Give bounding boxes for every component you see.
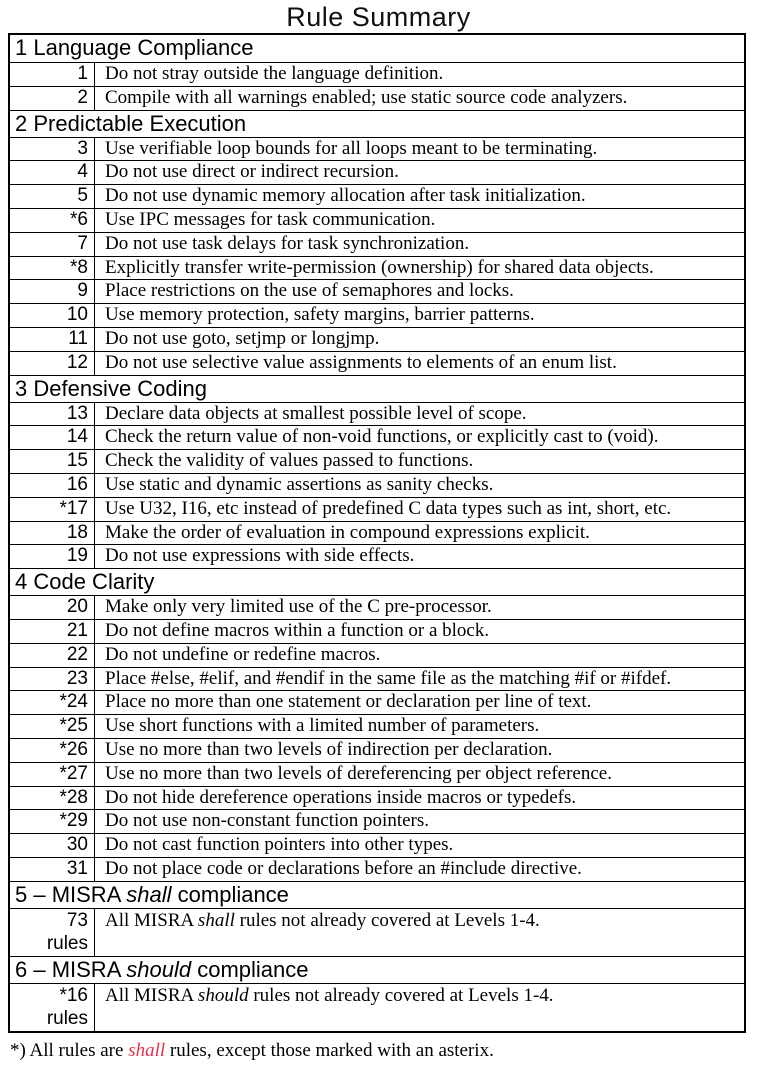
rule-row [10, 521, 744, 545]
rule-row [10, 786, 744, 810]
rule-number: *25 [10, 715, 95, 738]
rule-text: Use memory protection, safety margins, barrier patterns. [105, 304, 535, 326]
rule-row [10, 279, 744, 303]
rule-text: Explicitly transfer write-permission (ownership) for shared data objects. [105, 256, 654, 278]
rule-number: 12 [10, 352, 95, 375]
rule-number: *6 [10, 209, 95, 232]
rule-count-label: rules [46, 932, 88, 954]
rule-number: 15 [10, 450, 95, 473]
rule-number: 7 [10, 233, 95, 256]
rule-text-part: All MISRA [105, 909, 198, 931]
section-title: 3 Defensive Coding [15, 375, 208, 401]
rule-row [10, 738, 744, 762]
section-header-3 [10, 375, 744, 402]
rule-text: Do not use selective value assignments to elements of an enum list. [105, 351, 617, 373]
rule-count: *16 [59, 984, 88, 1006]
rule-count-label: rules [46, 1007, 88, 1029]
rule-row [10, 908, 744, 956]
section-header-1 [10, 35, 744, 62]
rule-text: Do not use task delays for task synchronization. [105, 232, 470, 254]
rule-row [10, 160, 744, 184]
section-header-6 [10, 956, 744, 983]
rule-number: 2 [10, 87, 95, 110]
footnote-part: rules, except those marked with an asterix. [165, 1039, 494, 1061]
rule-number: 4 [10, 161, 95, 184]
footnote [10, 1040, 757, 1062]
section-title-emphasis: shall [126, 881, 172, 907]
rule-text: Place restrictions on the use of semaphores and locks. [105, 280, 514, 302]
rule-text: Do not use goto, setjmp or longjmp. [105, 327, 380, 349]
rule-text: Place #else, #elif, and #endif in the same file as the matching #if or #ifdef. [105, 667, 672, 689]
rule-number: 19 [10, 545, 95, 568]
section-header-5 [10, 881, 744, 908]
rule-text: Do not use dynamic memory allocation after task initialization. [105, 185, 586, 207]
rule-text-emphasis: should [197, 984, 249, 1006]
rule-row [10, 402, 744, 426]
rule-number: 11 [10, 328, 95, 351]
rule-text: Do not use direct or indirect recursion. [105, 161, 399, 183]
rule-text: Declare data objects at smallest possible level of scope. [105, 402, 527, 424]
rule-number: 16 [10, 474, 95, 497]
rule-text: Use no more than two levels of indirection per declaration. [105, 738, 553, 760]
rule-row [10, 137, 744, 161]
section-title-part: compliance [191, 956, 309, 982]
rule-number: 3 [10, 138, 95, 161]
rule-text: Check the return value of non-void functions, or explicitly cast to (void). [105, 426, 659, 448]
rule-row [10, 425, 744, 449]
rule-row [10, 184, 744, 208]
rule-row [10, 473, 744, 497]
rule-row [10, 351, 744, 375]
rule-text: Use IPC messages for task communication. [105, 208, 436, 230]
rule-row [10, 232, 744, 256]
rule-number: 31 [10, 858, 95, 881]
rule-number: 30 [10, 834, 95, 857]
footnote-part: *) All rules are [10, 1039, 129, 1061]
rule-row [10, 449, 744, 473]
rule-text: Use static and dynamic assertions as sanity checks. [105, 473, 494, 495]
rule-number: *26 [10, 739, 95, 762]
section-title: 2 Predictable Execution [15, 110, 247, 136]
rule-text: Use U32, I16, etc instead of predefined C data types such as int, short, etc. [105, 497, 672, 519]
rule-row [10, 595, 744, 619]
rule-row [10, 983, 744, 1031]
rule-text: Do not use expressions with side effects. [105, 545, 415, 567]
rule-text: Do not cast function pointers into other types. [105, 834, 454, 856]
rule-number: 14 [10, 426, 95, 449]
rule-number: *8 [10, 257, 95, 280]
rule-row [10, 809, 744, 833]
rule-text: Use verifiable loop bounds for all loops meant to be terminating. [105, 137, 598, 159]
rule-text: Use short functions with a limited number of parameters. [105, 715, 540, 737]
section-title-part: compliance [171, 881, 289, 907]
rule-text: Do not hide dereference operations inside macros or typedefs. [105, 786, 577, 808]
rule-text: Make only very limited use of the C pre-processor. [105, 596, 492, 618]
section-header-2 [10, 110, 744, 137]
rule-number: 5 [10, 185, 95, 208]
rule-row [10, 303, 744, 327]
rule-text: Compile with all warnings enabled; use static source code analyzers. [105, 86, 628, 108]
section-title-part: 6 – MISRA [15, 956, 127, 982]
rule-table [8, 33, 746, 1033]
rule-row [10, 544, 744, 568]
section-title-emphasis: should [126, 956, 192, 982]
section-title: 1 Language Compliance [15, 35, 254, 60]
section-title: 4 Code Clarity [15, 569, 155, 595]
rule-number: *17 [10, 498, 95, 521]
rule-row [10, 86, 744, 110]
section-header-4 [10, 568, 744, 595]
rule-text: Place no more than one statement or declaration per line of text. [105, 691, 592, 713]
rule-text: Do not define macros within a function or a block. [105, 619, 490, 641]
rule-row [10, 497, 744, 521]
rule-text: Use no more than two levels of dereferencing per object reference. [105, 762, 612, 784]
rule-number: 1 [10, 63, 95, 86]
rule-text: Do not stray outside the language definition. [105, 63, 444, 84]
rule-text [95, 909, 744, 956]
rule-number: 22 [10, 644, 95, 667]
rule-number: 23 [10, 668, 95, 691]
rule-row [10, 714, 744, 738]
rule-row [10, 619, 744, 643]
rule-number [10, 909, 95, 956]
rule-text: Check the validity of values passed to functions. [105, 450, 474, 472]
rule-text: Do not place code or declarations before an #include directive. [105, 857, 582, 879]
rule-number: *29 [10, 810, 95, 833]
rule-number: 18 [10, 522, 95, 545]
rule-number: 10 [10, 304, 95, 327]
rule-row [10, 62, 744, 86]
rule-number: 20 [10, 596, 95, 619]
rule-text: Do not use non-constant function pointers. [105, 810, 430, 832]
rule-row [10, 762, 744, 786]
rule-text: Do not undefine or redefine macros. [105, 643, 381, 665]
page-title: Rule Summary [286, 2, 471, 32]
section-title-part: 5 – MISRA [15, 881, 127, 907]
rule-row [10, 857, 744, 881]
rule-number: 13 [10, 403, 95, 426]
footnote-emphasis: shall [128, 1039, 166, 1061]
rule-row [10, 667, 744, 691]
rule-row [10, 327, 744, 351]
rule-number: *27 [10, 763, 95, 786]
rule-row [10, 208, 744, 232]
rule-row [10, 256, 744, 280]
rule-text-part: All MISRA [105, 984, 198, 1006]
rule-number: *28 [10, 787, 95, 810]
rule-row [10, 643, 744, 667]
rule-number: 9 [10, 280, 95, 303]
rule-count: 73 [66, 909, 88, 931]
rule-text: Make the order of evaluation in compound expressions explicit. [105, 521, 590, 543]
rule-text-part: rules not already covered at Levels 1-4. [234, 909, 540, 931]
rule-row [10, 690, 744, 714]
rule-text-emphasis: shall [197, 909, 235, 931]
rule-row [10, 833, 744, 857]
rule-text [95, 984, 744, 1031]
rule-text-part: rules not already covered at Levels 1-4. [248, 984, 554, 1006]
rule-number [10, 984, 95, 1031]
rule-number: *24 [10, 691, 95, 714]
rule-number: 21 [10, 620, 95, 643]
